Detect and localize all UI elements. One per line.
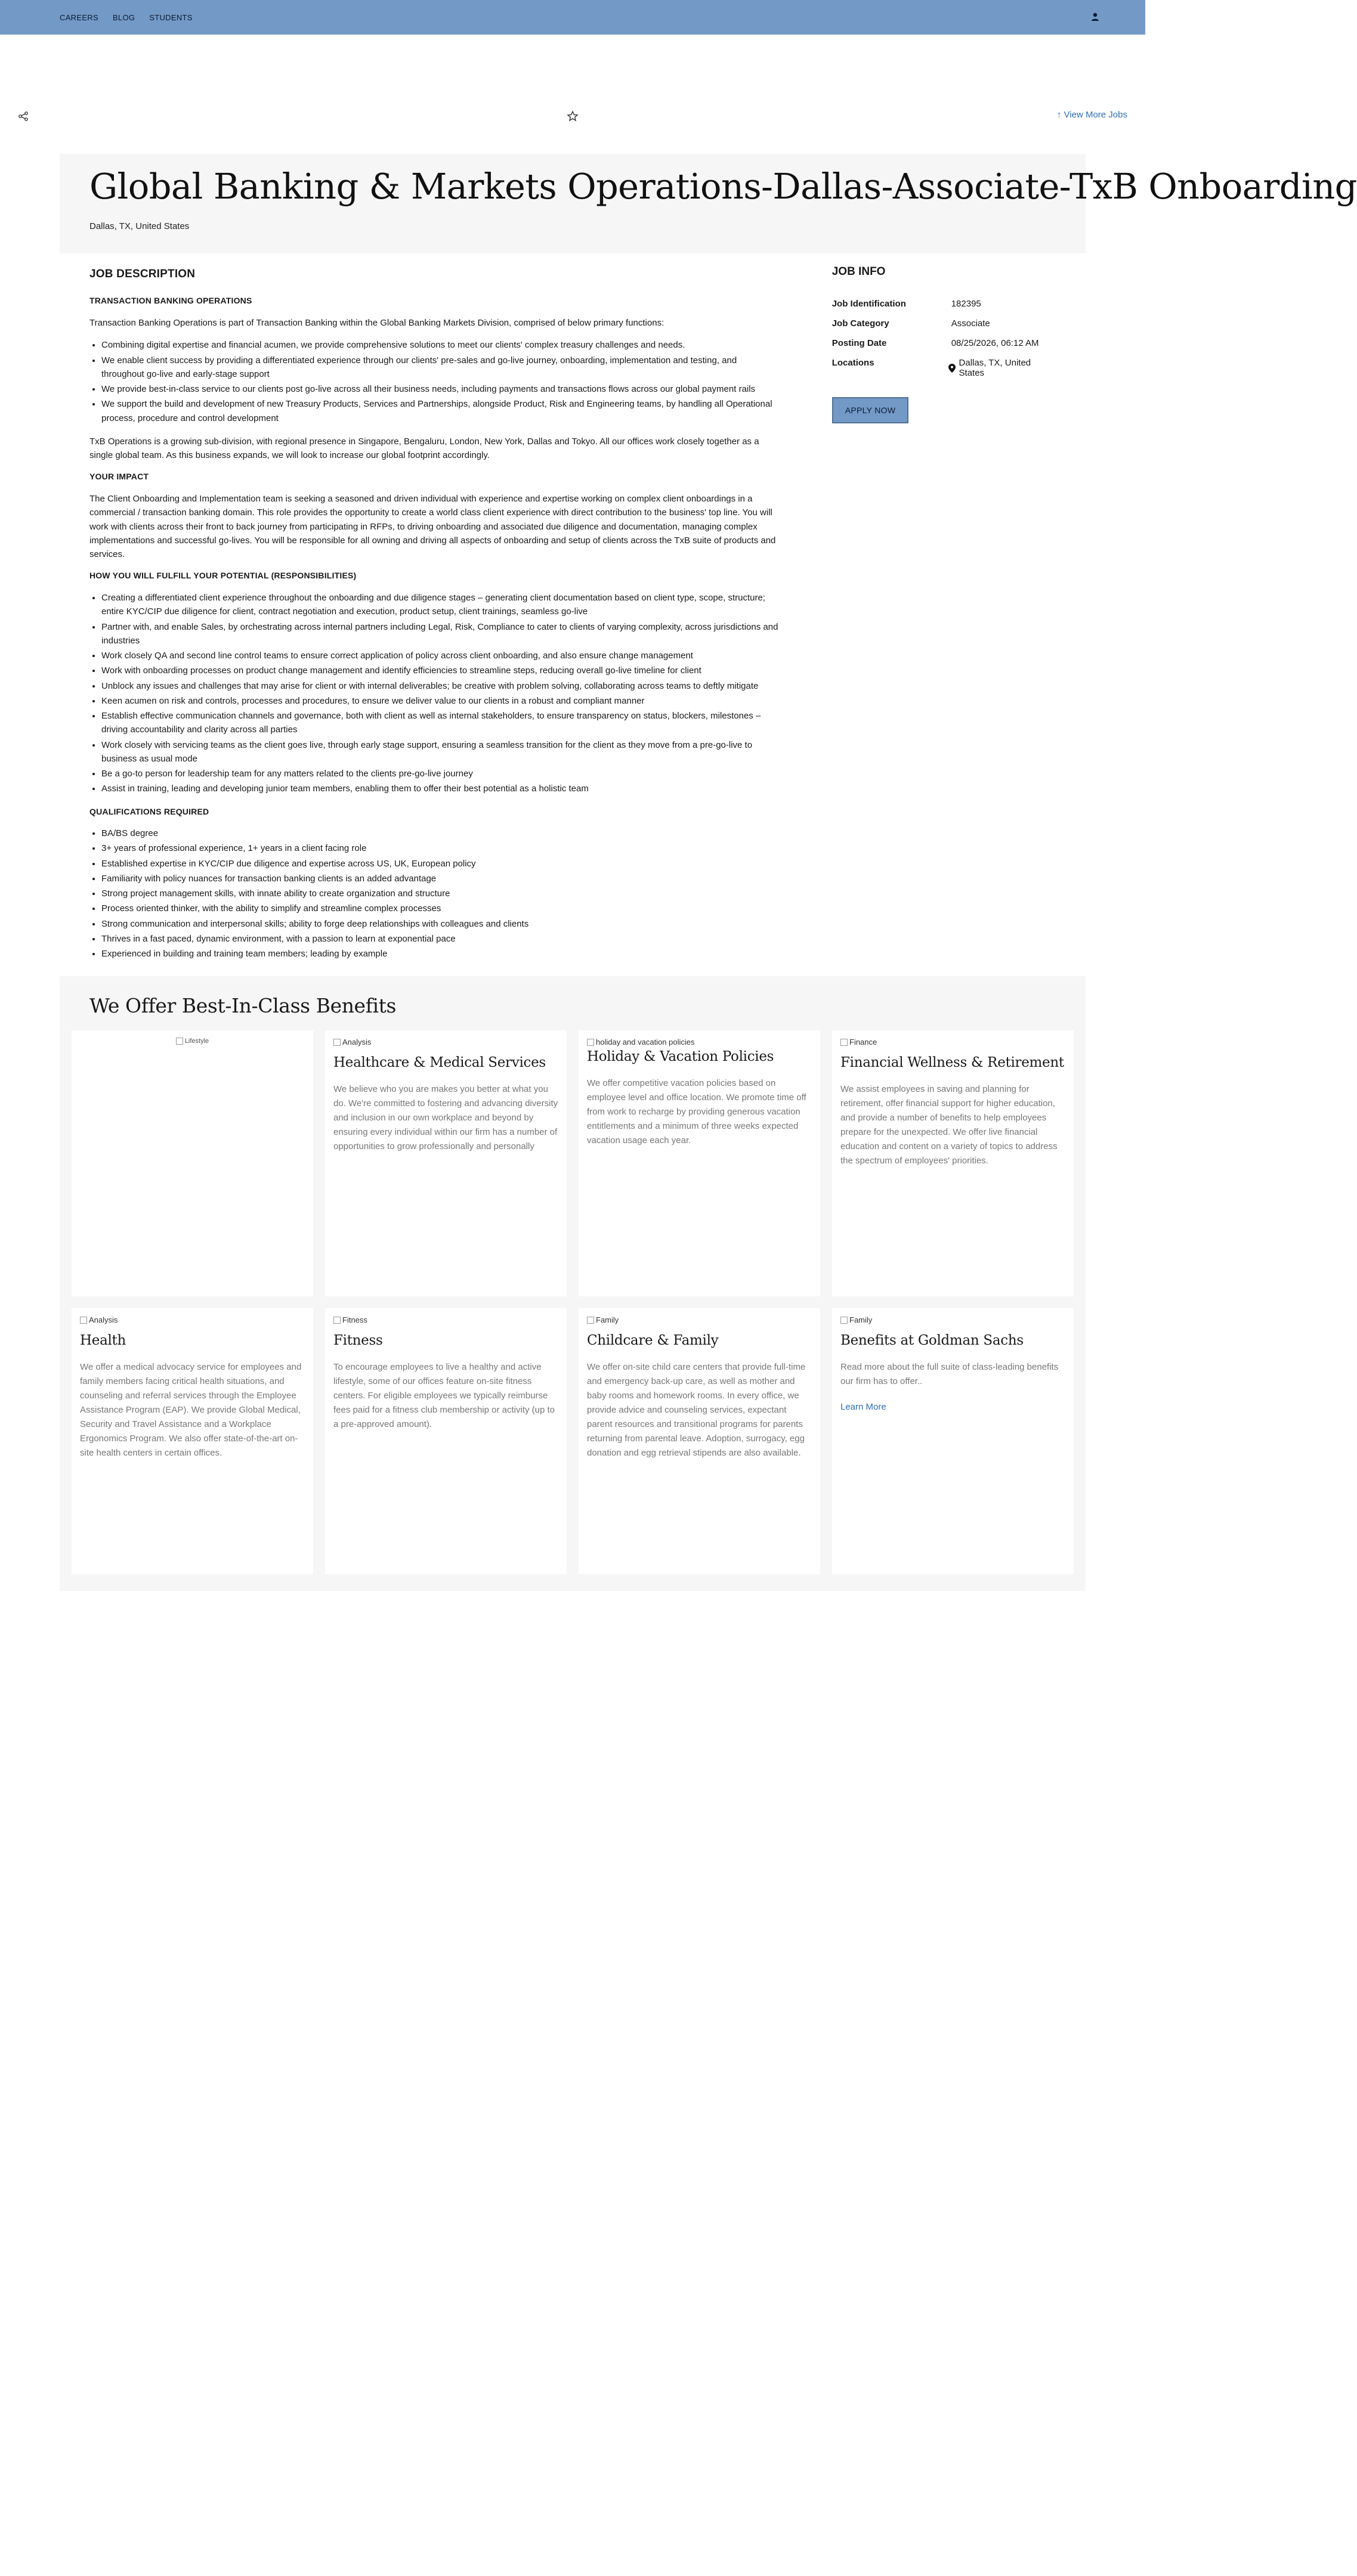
benefit-image xyxy=(840,1038,1065,1046)
info-row-posting-date xyxy=(832,338,1056,348)
list-item: • Combining digital expertise and financial acumen, we provide comprehensive solutions to meet our clients' complex treasury challenges and needs. xyxy=(101,338,778,352)
info-value: Associate xyxy=(951,318,990,329)
broken-image-icon xyxy=(176,1038,183,1045)
bullet-list xyxy=(101,338,778,425)
image-alt-text: holiday and vacation policies xyxy=(596,1038,695,1047)
job-header xyxy=(60,154,1357,253)
job-info-heading: JOB INFO xyxy=(831,265,886,278)
list-item: • Creating a differentiated client experience throughout the onboarding and due diligence stages – generating client documentation based on client type, scope, structure; entire KYC/CIP due diligence for client, contract negotiation and execution, product setup, client trainings, seamless go-live xyxy=(101,591,778,619)
benefit-image xyxy=(587,1315,812,1324)
image-alt-text: Analysis xyxy=(89,1315,118,1325)
benefit-image-lifestyle xyxy=(80,1038,305,1045)
section-text: Transaction Banking Operations is part of Transaction Banking within the Global Banking Markets Division, comprised of below primary functions: xyxy=(89,318,664,329)
user-icon[interactable] xyxy=(1090,12,1100,21)
benefit-title: Childcare & Family xyxy=(587,1333,719,1349)
star-icon[interactable] xyxy=(567,110,579,122)
benefit-card xyxy=(72,1308,313,1574)
broken-image-icon xyxy=(333,1317,341,1324)
info-label: Job Identification xyxy=(831,299,906,309)
image-alt-text: Lifestyle xyxy=(184,1038,209,1045)
benefit-text: We offer on-site child care centers that provide full-time and emergency back-up care, as well as mother and baby rooms and homework rooms. In every office, we provide advice and counseling services, expectant parent resources and transitional programs for parents returning from parental leave. Adoption, surrogacy, egg donation and egg retrieval stipends are also available. xyxy=(587,1362,806,1459)
view-more-jobs-link[interactable]: ↑ View More Jobs xyxy=(1056,110,1127,120)
info-value: 182395 xyxy=(951,299,981,309)
list-item: • Familiarity with policy nuances for transaction banking clients is an added advantage xyxy=(101,872,778,886)
image-alt-text: Family xyxy=(849,1315,873,1325)
benefit-card xyxy=(832,1308,1074,1574)
job-content xyxy=(0,265,1145,970)
benefit-text: Read more about the full suite of class-leading benefits our firm has to offer.. xyxy=(840,1362,1059,1387)
section-text: TxB Operations is a growing sub-division, with regional presence in Singapore, Bengaluru, London, New York, Dallas and Tokyo. All our offices work closely together as a single global team. As this business expands, we will look to increase our global footprint accordingly. xyxy=(89,436,759,461)
benefit-card xyxy=(325,1030,567,1296)
list-item: • Keen acumen on risk and controls, processes and procedures, to ensure we deliver value to our clients in a robust and compliant manner xyxy=(101,694,778,708)
job-toolbar xyxy=(0,35,1145,130)
job-title: Global Banking & Markets Operations-Dallas-Associate-TxB Onboarding xyxy=(89,166,1357,207)
info-label: Posting Date xyxy=(831,338,887,348)
list-item: • Work with onboarding processes on product change management and identify efficiencies to streamline steps, reducing overall go-live timeline for client xyxy=(101,664,778,677)
image-alt-text: Finance xyxy=(849,1038,877,1047)
info-label: Locations xyxy=(831,358,874,368)
benefit-image xyxy=(840,1315,1065,1324)
info-row-locations xyxy=(832,358,1056,378)
benefit-title: Healthcare & Medical Services xyxy=(333,1055,546,1071)
section-title: TRANSACTION BANKING OPERATIONS xyxy=(89,296,252,306)
benefit-title: Benefits at Goldman Sachs xyxy=(840,1333,1024,1349)
location-pin-icon xyxy=(948,364,956,373)
nav-students[interactable]: STUDENTS xyxy=(149,13,193,22)
bullet-list xyxy=(101,591,778,796)
list-item: • We enable client success by providing a differentiated experience through our clients' pre-sales and go-live journey, onboarding, implementation and testing, and throughout go-live and early-stage support xyxy=(101,354,778,382)
benefit-card xyxy=(325,1308,567,1574)
section-title: HOW YOU WILL FULFILL YOUR POTENTIAL (RESPONSIBILITIES) xyxy=(89,571,357,581)
list-item: • Unblock any issues and challenges that may arise for client or with internal deliverables; be creative with problem solving, collaborating across teams to deftly mitigate xyxy=(101,679,778,693)
list-item: • Thrives in a fast paced, dynamic environment, with a passion to learn at exponential pace xyxy=(101,932,778,946)
list-item: • BA/BS degree xyxy=(101,826,778,840)
share-icon[interactable] xyxy=(18,111,29,122)
list-item: • Strong communication and interpersonal skills; ability to forge deep relationships with colleagues and clients xyxy=(101,917,778,931)
nav-blog[interactable]: BLOG xyxy=(112,13,135,22)
list-item: • Be a go-to person for leadership team for any matters related to the clients pre-go-live journey xyxy=(101,767,778,781)
job-location: Dallas, TX, United States xyxy=(89,221,190,231)
benefit-image xyxy=(587,1038,812,1046)
benefit-image xyxy=(80,1315,305,1324)
apply-now-button[interactable]: APPLY NOW xyxy=(832,397,909,423)
list-item: • Experienced in building and training team members; leading by example xyxy=(101,947,778,961)
nav-careers[interactable]: CAREERS xyxy=(60,13,98,22)
list-item: • Establish effective communication channels and governance, both with client as well as internal stakeholders, to ensure transparency on status, blockers, milestones – driving accountability and clarity across all parties xyxy=(101,709,778,737)
list-item: • Process oriented thinker, with the ability to simplify and streamline complex processes xyxy=(101,902,778,915)
benefits-heading: We Offer Best-In-Class Benefits xyxy=(89,994,397,1018)
benefit-text: We assist employees in saving and planning for retirement, offer financial support for higher education, and provide a number of benefits to help employees prepare for the unexpected. We offer live financial education and content on a variety of topics to address the spectrum of employees' priorities. xyxy=(840,1084,1058,1166)
image-alt-text: Analysis xyxy=(342,1038,372,1047)
benefit-title: Fitness xyxy=(333,1333,383,1349)
benefit-card xyxy=(579,1030,820,1296)
benefit-card xyxy=(72,1030,313,1296)
section-title: QUALIFICATIONS REQUIRED xyxy=(89,806,209,816)
broken-image-icon xyxy=(587,1039,594,1046)
benefit-card xyxy=(832,1030,1074,1296)
main-nav xyxy=(60,13,193,22)
list-item: • Established expertise in KYC/CIP due diligence and expertise across US, UK, European policy xyxy=(101,857,778,871)
benefit-text: To encourage employees to live a healthy and active lifestyle, some of our offices feature on-site fitness centers. For eligible employees we typically reimburse fees paid for a fitness club membership or activity (up to a pre-approved amount). xyxy=(333,1362,555,1430)
benefit-text: We believe who you are makes you better at what you do. We're committed to fostering and advancing diversity and inclusion in our own workplace and beyond by ensuring every individual within our firm has a number of opportunities to grow professionally and personally xyxy=(333,1084,558,1152)
list-item: • Strong project management skills, with innate ability to create organization and structure xyxy=(101,887,778,900)
job-description-heading: JOB DESCRIPTION xyxy=(89,268,196,280)
benefit-title: Financial Wellness & Retirement xyxy=(840,1055,1064,1071)
broken-image-icon xyxy=(587,1317,594,1324)
benefit-title: Health xyxy=(80,1333,126,1349)
list-item: • We provide best-in-class service to our clients post go-live across all their business needs, including payments and transactions flows across our global payment rails xyxy=(101,382,778,396)
image-alt-text: Family xyxy=(596,1315,619,1325)
info-label: Job Category xyxy=(831,318,889,329)
location-text: Dallas, TX, United States xyxy=(959,358,1031,378)
benefit-text: We offer competitive vacation policies based on employee level and office location. We promote time off from work to recharge by providing generous vacation entitlements and a minimum of three weeks expected vacation usage each year. xyxy=(587,1078,806,1146)
broken-image-icon xyxy=(840,1317,848,1324)
list-item: • 3+ years of professional experience, 1+ years in a client facing role xyxy=(101,841,778,855)
learn-more-link[interactable]: Learn More xyxy=(840,1402,886,1413)
info-row-job-id xyxy=(832,299,1056,309)
benefits-section xyxy=(60,976,1086,1591)
list-item: • We support the build and development of new Treasury Products, Services and Partnerships, alongside Product, Risk and Engineering teams, by handling all Operational process, procedure and control development xyxy=(101,397,778,425)
list-item: • Work closely QA and second line control teams to ensure correct application of policy across client onboarding, and also ensure change management xyxy=(101,649,778,662)
benefit-card xyxy=(579,1308,820,1574)
top-nav-bar xyxy=(0,0,1145,35)
broken-image-icon xyxy=(80,1317,87,1324)
benefit-image xyxy=(333,1315,558,1324)
benefit-image xyxy=(333,1038,558,1046)
list-item: • Partner with, and enable Sales, by orchestrating across internal partners including Legal, Risk, Compliance to cater to clients of varying complexity, across jurisdictions and industries xyxy=(101,620,778,648)
job-info xyxy=(832,265,1056,970)
list-item: • Assist in training, leading and developing junior team members, enabling them to offer their best potential as a holistic team xyxy=(101,782,778,795)
bullet-list xyxy=(101,826,778,961)
broken-image-icon xyxy=(840,1039,848,1046)
broken-image-icon xyxy=(333,1039,341,1046)
image-alt-text: Fitness xyxy=(342,1315,367,1325)
info-value: 08/25/2026, 06:12 AM xyxy=(951,338,1039,348)
benefit-title: Holiday & Vacation Policies xyxy=(587,1049,774,1065)
info-value-location xyxy=(948,358,1056,378)
benefit-text: We offer a medical advocacy service for employees and family members facing critical health situations, and counseling and referral services through the Employee Assistance Program (EAP). We provide Global Medical, Security and Travel Assistance and a Workplace Ergonomics Program. We also offer state-of-the-art on-site health centers in certain offices. xyxy=(80,1362,302,1459)
benefits-grid xyxy=(72,1030,1074,1574)
section-title: YOUR IMPACT xyxy=(89,472,149,482)
section-text: The Client Onboarding and Implementation team is seeking a seasoned and driven individual with experience and expertise working on complex client onboardings in a commercial / transaction banking domain. This role provides the opportunity to create a world class client experience with direct contribution to the business' top line. You will work with clients across their front to back journey from participating in RFPs, to driving onboarding and associated due diligence and documentation, managing complex implementations and successful go-lives. You will be responsible for all owning and driving all aspects of onboarding and setup of clients across the TxB suite of products and services. xyxy=(89,494,776,560)
job-description xyxy=(89,265,778,970)
list-item: • Work closely with servicing teams as the client goes live, through early stage support, ensuring a seamless transition for the client as they move from a pre-go-live to business as usual mode xyxy=(101,738,778,766)
info-row-job-category xyxy=(832,318,1056,329)
